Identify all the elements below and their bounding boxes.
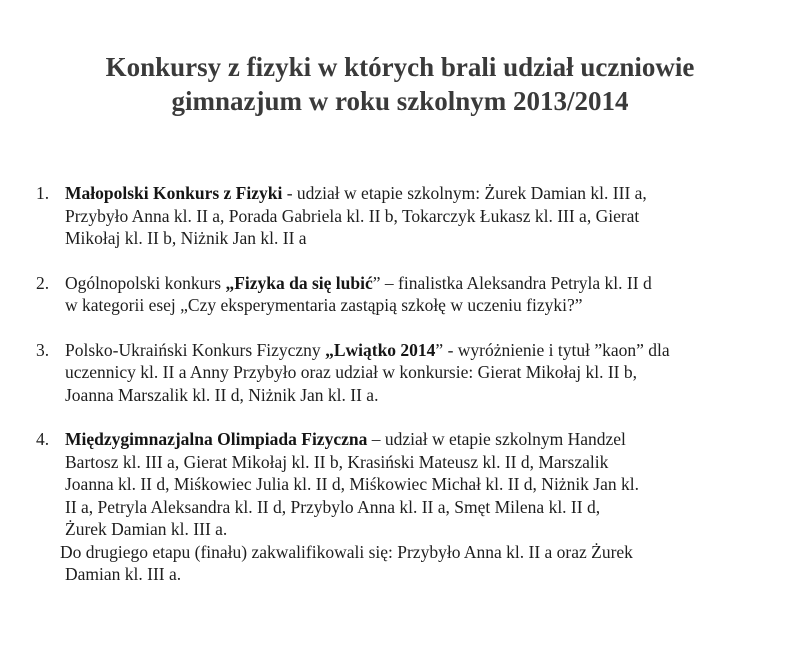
item-line	[65, 428, 786, 451]
item-line: Joanna Marszalik kl. II d, Niżnik Jan kl. II a.	[65, 384, 379, 405]
item-line: Przybyło Anna kl. II a, Porada Gabriela kl. II b, Tokarczyk Łukasz kl. III a, Gierat	[65, 205, 640, 226]
competition-name: „Fizyka da się lubić	[225, 272, 373, 293]
competition-name: Międzygimnazjalna Olimpiada Fizyczna	[65, 429, 368, 449]
page-title	[0, 50, 800, 118]
list-item	[36, 339, 786, 407]
list-item	[36, 182, 786, 250]
item-text: - udział w etapie szkolnym: Żurek Damian kl. III a,	[282, 183, 647, 203]
item-text: ” – finalistka Aleksandra Petryla kl. II d	[372, 272, 652, 293]
item-line: Mikołaj kl. II b, Niżnik Jan kl. II a	[65, 228, 307, 248]
item-line	[65, 339, 786, 362]
item-line: Bartosz kl. III a, Gierat Mikołaj kl. II b, Krasiński Mateusz kl. II d, Marszalik	[65, 451, 609, 472]
competition-name: „Lwiątko 2014	[325, 339, 436, 360]
item-text: ” - wyróżnienie i tytuł ”kaon” dla	[435, 339, 670, 360]
item-line	[65, 182, 786, 205]
competition-list	[36, 182, 786, 608]
item-line: Damian kl. III a.	[65, 564, 182, 584]
item-text: – udział w etapie szkolnym Handzel	[367, 429, 626, 449]
competition-name: Małopolski Konkurs z Fizyki	[65, 183, 283, 203]
item-line: II a, Petryla Aleksandra kl. II d, Przybylo Anna kl. II a, Smęt Milena kl. II d,	[65, 496, 601, 517]
item-line: Żurek Damian kl. III a.	[65, 519, 228, 539]
title-line-1: Konkursy z fizyki w których brali udział uczniowie	[105, 52, 695, 82]
item-text: Ogólnopolski konkurs	[65, 272, 226, 293]
item-line: w kategorii esej „Czy eksperymentaria zastąpią szkołę w uczeniu fizyki?”	[65, 295, 583, 315]
item-number: 1.	[36, 183, 50, 203]
item-number: 2.	[36, 272, 50, 293]
title-line-2: gimnazjum w roku szkolnym 2013/2014	[171, 86, 629, 116]
item-number: 3.	[36, 339, 50, 360]
item-line: Joanna kl. II d, Miśkowiec Julia kl. II d, Miśkowiec Michał kl. II d, Niżnik Jan kl.	[65, 474, 639, 494]
final-stage-note: Do drugiego etapu (finału) zakwalifikowali się: Przybyło Anna kl. II a oraz Żurek	[60, 541, 633, 562]
list-item	[36, 428, 786, 586]
list-item	[36, 272, 786, 317]
item-text: Polsko-Ukraiński Konkurs Fizyczny	[65, 339, 326, 360]
item-number: 4.	[36, 429, 50, 449]
item-line	[65, 272, 786, 295]
item-line: uczennicy kl. II a Anny Przybyło oraz udział w konkursie: Gierat Mikołaj kl. II b,	[65, 362, 637, 382]
